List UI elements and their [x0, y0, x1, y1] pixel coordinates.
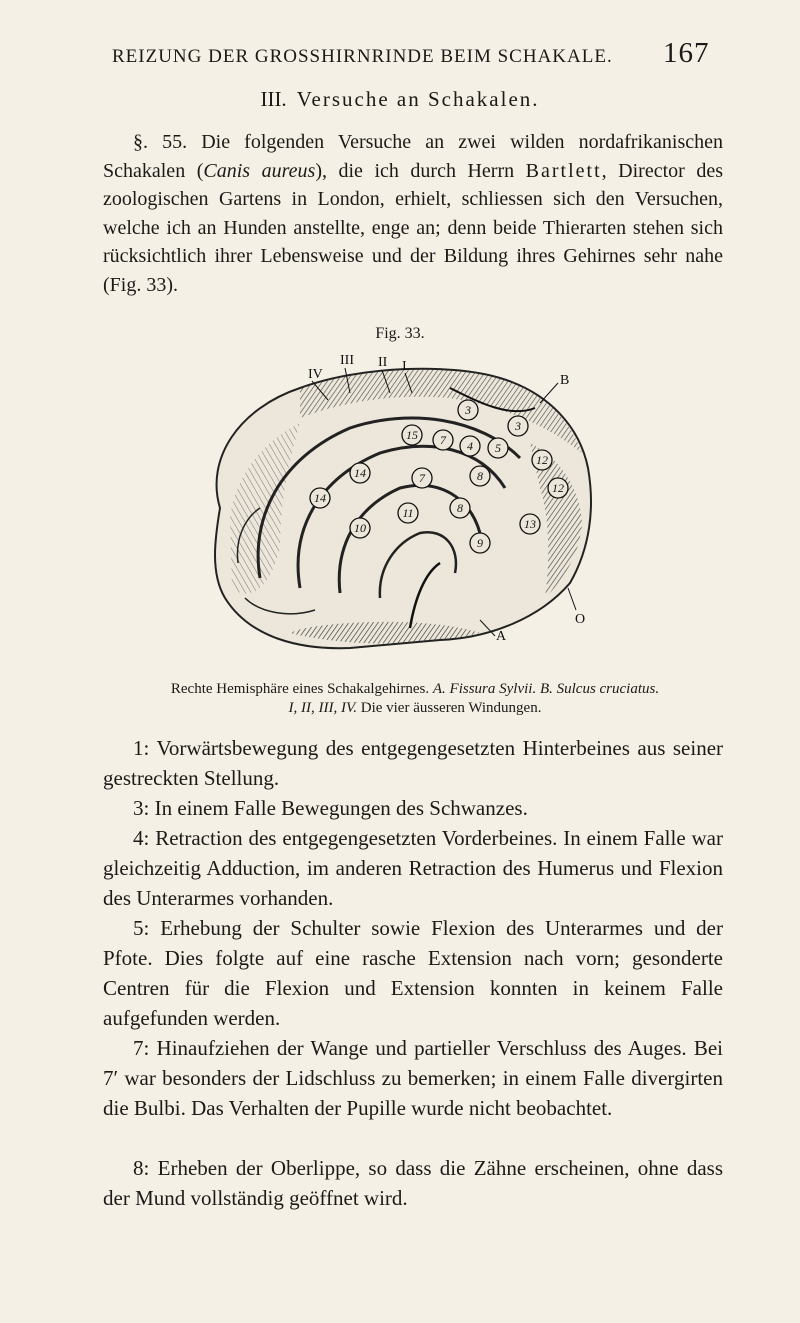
pointer-O [568, 588, 576, 610]
point-5 [488, 438, 508, 458]
point-4 [460, 436, 480, 456]
svg-text:7: 7 [419, 471, 425, 485]
person-name: Bartlett [525, 159, 602, 182]
caption-line-1 [100, 680, 730, 699]
svg-text:3: 3 [465, 403, 471, 417]
caption-fissura: A. Fissura Sylvii. [432, 681, 537, 697]
point-7a [433, 430, 453, 450]
svg-text:8: 8 [457, 501, 463, 515]
point-14b [310, 488, 330, 508]
svg-text:4: 4 [467, 439, 473, 453]
caption-text: Rechte Hemisphäre eines Schakalgehirnes. [170, 681, 433, 697]
label-O: O [575, 612, 586, 627]
svg-text:12: 12 [552, 481, 564, 495]
figure-label: Fig. 33. [375, 325, 425, 342]
item-number: 3: [133, 796, 150, 820]
point-15 [402, 425, 422, 445]
label-A: A [496, 629, 507, 644]
item-text: Retraction des entgegengesetzten Vorderbeines. In einem Falle war gleichzeitig Adduction, im anderen Retraction des Humerus und Flexion des Unterarmes vorhanden. [103, 826, 723, 910]
point-13 [520, 514, 540, 534]
pointer-B [540, 383, 558, 403]
item-number: 4: [133, 826, 150, 850]
point-11 [398, 503, 418, 523]
intro-paragraph [103, 128, 723, 299]
label-II: II [378, 355, 388, 370]
brain-figure [150, 348, 650, 668]
item-text: Hinaufziehen der Wange und partieller Verschluss des Auges. Bei 7′ war besonders der Lidschluss zu bemerken; in einem Falle divergirten die Bulbi. Das Verhalten der Pupille wurde nicht beobachtet. [103, 1036, 723, 1120]
caption-sulcus: B. Sulcus cruciatus. [536, 681, 660, 697]
point-8a [470, 466, 490, 486]
caption-roman: I, II, III, IV. [288, 700, 357, 716]
svg-text:11: 11 [402, 506, 414, 520]
list-item [103, 793, 723, 823]
point-12b [548, 478, 568, 498]
point-9 [470, 533, 490, 553]
item-number: 7: [133, 1036, 150, 1060]
point-8b [450, 498, 470, 518]
intro-text-1: Die folgenden Versuche an zwei wilden nordafrikanischen Schakalen ( [103, 131, 723, 182]
svg-text:15: 15 [406, 428, 418, 442]
svg-text:8: 8 [477, 469, 483, 483]
intro-text-3: , Director des zoologischen Gartens in London, erhielt, schliessen sich den Versuchen, welche ich an Hunden anstellte, enge an; denn beide Thierarten stehen sich rücksichtlich ihrer Lebensweise und der Bildung ihres Gehirnes sehr nahe (Fig. 33). [103, 159, 724, 296]
point-14a [350, 463, 370, 483]
point-12a [532, 450, 552, 470]
svg-text:9: 9 [477, 536, 483, 550]
caption-line-2 [100, 699, 730, 718]
item-text: Erheben der Oberlippe, so dass die Zähne erscheinen, ohne dass der Mund vollständig geöffnet wird. [103, 1156, 724, 1210]
item-text: Vorwärtsbewegung des entgegengesetzten Hinterbeines aus seiner gestreckten Stellung. [103, 736, 724, 790]
item-number: 5: [133, 916, 150, 940]
svg-text:3: 3 [515, 419, 521, 433]
intro-text-2: ), die ich durch Herrn [315, 159, 526, 182]
point-3b [508, 416, 528, 436]
paragraph-number: §. 55. [133, 131, 188, 153]
label-B: B [560, 373, 570, 388]
svg-text:5: 5 [495, 441, 501, 455]
svg-text:13: 13 [524, 517, 536, 531]
item-text: Erhebung der Schulter sowie Flexion des Unterarmes und der Pfote. Dies folgte auf eine rasche Extension nach vorn; gesonderte Centren für die Flexion und Extension konnten in keinem Falle aufgefunden werden. [103, 916, 723, 1030]
section-heading [0, 87, 800, 112]
svg-text:10: 10 [354, 521, 366, 535]
section-number: III. [260, 87, 287, 111]
svg-text:14: 14 [314, 491, 326, 505]
svg-text:14: 14 [354, 466, 366, 480]
species-name: Canis aureus [203, 159, 316, 182]
figure-caption [100, 680, 730, 718]
running-title: REIZUNG DER GROSSHIRNRINDE BEIM SCHAKALE. [112, 46, 613, 67]
section-title: Versuche an Schakalen. [296, 87, 540, 111]
list-item [103, 913, 723, 1033]
svg-text:12: 12 [536, 453, 548, 467]
point-10 [350, 518, 370, 538]
label-IV: IV [308, 367, 323, 382]
list-item [103, 1033, 723, 1123]
brain-illustration [150, 348, 650, 668]
point-7b [412, 468, 432, 488]
item-number: 8: [133, 1156, 150, 1180]
item-number: 1: [133, 736, 150, 760]
caption-windungen: Die vier äusseren Windungen. [356, 700, 542, 716]
list-item [103, 823, 723, 913]
list-item [103, 733, 723, 793]
page-number: 167 [663, 37, 710, 69]
item-text: In einem Falle Bewegungen des Schwanzes. [154, 796, 528, 820]
label-I: I [402, 359, 407, 374]
label-III: III [340, 353, 354, 368]
point-3a [458, 400, 478, 420]
list-item [103, 1153, 723, 1213]
svg-text:7: 7 [440, 433, 446, 447]
